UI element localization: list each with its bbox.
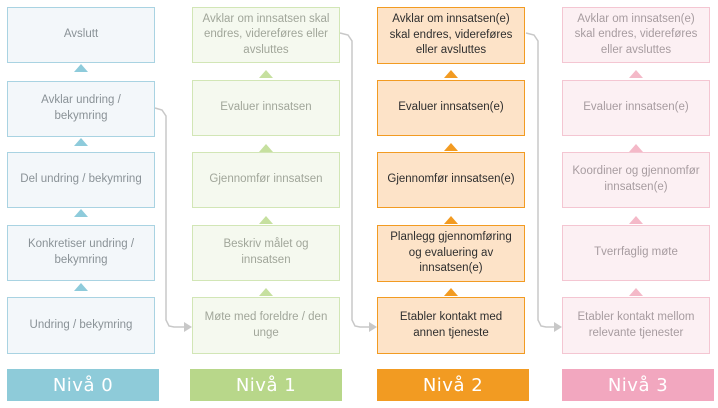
step-label: Beskriv målet og innsatsen (223, 238, 309, 266)
step-label: Etabler kontakt mellom relevante tjenester (577, 310, 695, 339)
step-label: Evaluer innsatsen(e) (398, 101, 504, 114)
step-label: Avklar om innsatsen(e) skal endres, videreføres eller avsluttes (574, 12, 698, 56)
connector-niva1-to-niva2 (340, 33, 370, 327)
step-label: Avslutt (63, 28, 99, 41)
step-label: Planlegg gjennomføring og evaluering av innsatsen(e) (390, 231, 512, 275)
connector-arrowhead-icon (369, 322, 377, 332)
level-label-niva-3: Nivå 3 (562, 369, 714, 401)
step-label: Evaluer innsatsen (220, 101, 312, 114)
connector-arrowhead-icon (184, 322, 192, 332)
step-label: Avklar om innsatsen skal endres, videreføres eller avsluttes (202, 12, 330, 56)
step-label: Del undring / bekymring (20, 173, 142, 186)
connector-niva0-to-niva1 (155, 108, 185, 327)
step-label: Gjennomfør innsatsen (209, 173, 323, 186)
level-label-niva-2: Nivå 2 (377, 369, 529, 401)
step-label: Evaluer innsatsen(e) (583, 101, 689, 114)
level-label-niva-1: Nivå 1 (190, 369, 342, 401)
connector-niva2-to-niva3 (526, 33, 555, 327)
step-label: Møte med foreldre / den unge (204, 310, 328, 339)
step-label: Avklar undring / bekymring (41, 94, 121, 122)
step-label: Konkretiser undring / bekymring (27, 238, 135, 266)
level-label-niva-0: Nivå 0 (7, 369, 159, 401)
step-label: Avklar om innsatsen(e) skal endres, videreføres eller avsluttes (389, 13, 513, 57)
step-label: Gjennomfør innsatsen(e) (387, 173, 515, 186)
step-label: Tverrfaglig møte (594, 246, 678, 259)
step-label: Koordiner og gjennomfør innsatsen(e) (572, 165, 700, 193)
connector-arrowhead-icon (554, 322, 562, 332)
step-label: Undring / bekymring (29, 318, 133, 331)
step-label: Etabler kontakt med annen tjeneste (399, 310, 503, 339)
